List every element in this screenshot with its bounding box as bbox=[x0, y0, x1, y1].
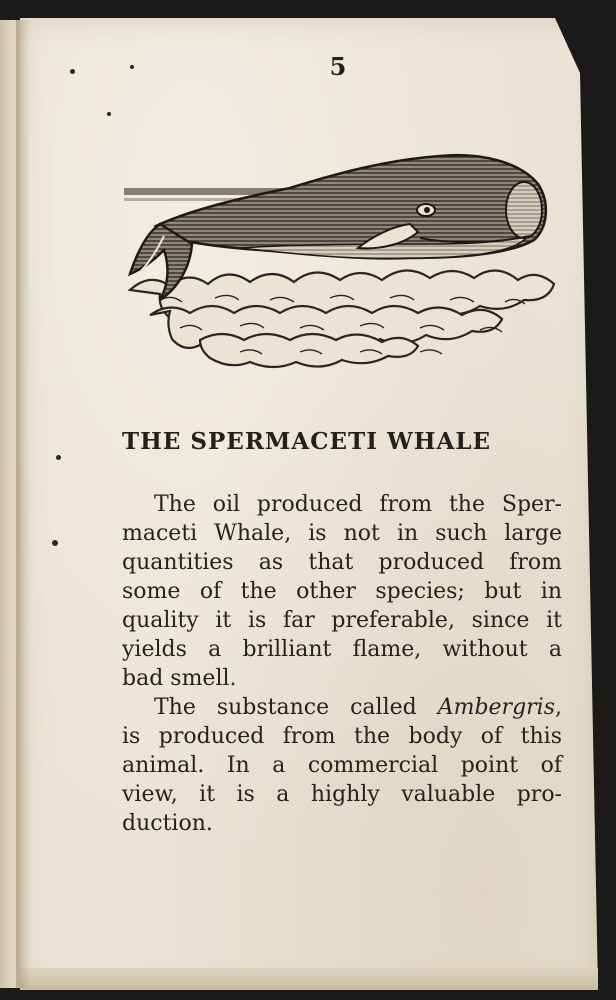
text-line: yields a brilliant flame, without a bbox=[122, 637, 562, 662]
binding-hole bbox=[130, 65, 134, 69]
text-line: The oil produced from the Sper- bbox=[154, 492, 562, 517]
italic-term: Ambergris bbox=[437, 695, 555, 720]
text-line: animal. In a commercial point of bbox=[122, 753, 562, 778]
binding-hole bbox=[107, 112, 111, 116]
whale-woodcut-illustration bbox=[120, 140, 560, 370]
text-line: quality it is far preferable, since it bbox=[122, 608, 562, 633]
binding-hole bbox=[52, 540, 58, 546]
text-run: The substance called bbox=[154, 695, 438, 720]
text-line bbox=[122, 693, 562, 722]
paragraph-2 bbox=[122, 693, 562, 838]
text-line: quantities as that produced from bbox=[122, 550, 562, 575]
paragraph-1 bbox=[122, 490, 562, 693]
chapter-title: THE SPERMACETI WHALE bbox=[122, 428, 492, 455]
text-line: duction. bbox=[122, 811, 213, 836]
binding-hole bbox=[56, 455, 61, 460]
binding-hole bbox=[70, 69, 75, 74]
text-line: is produced from the body of this bbox=[122, 724, 562, 749]
text-line: some of the other species; but in bbox=[122, 579, 562, 604]
text-line: bad smell. bbox=[122, 666, 237, 691]
facing-page-edge bbox=[0, 20, 23, 988]
page-number: 5 bbox=[329, 52, 347, 81]
text-line: view, it is a highly valuable pro- bbox=[122, 782, 562, 807]
page-bottom-edge bbox=[20, 968, 598, 990]
body-text bbox=[122, 490, 562, 838]
text-line: maceti Whale, is not in such large bbox=[122, 521, 562, 546]
text-run: , bbox=[555, 695, 562, 720]
